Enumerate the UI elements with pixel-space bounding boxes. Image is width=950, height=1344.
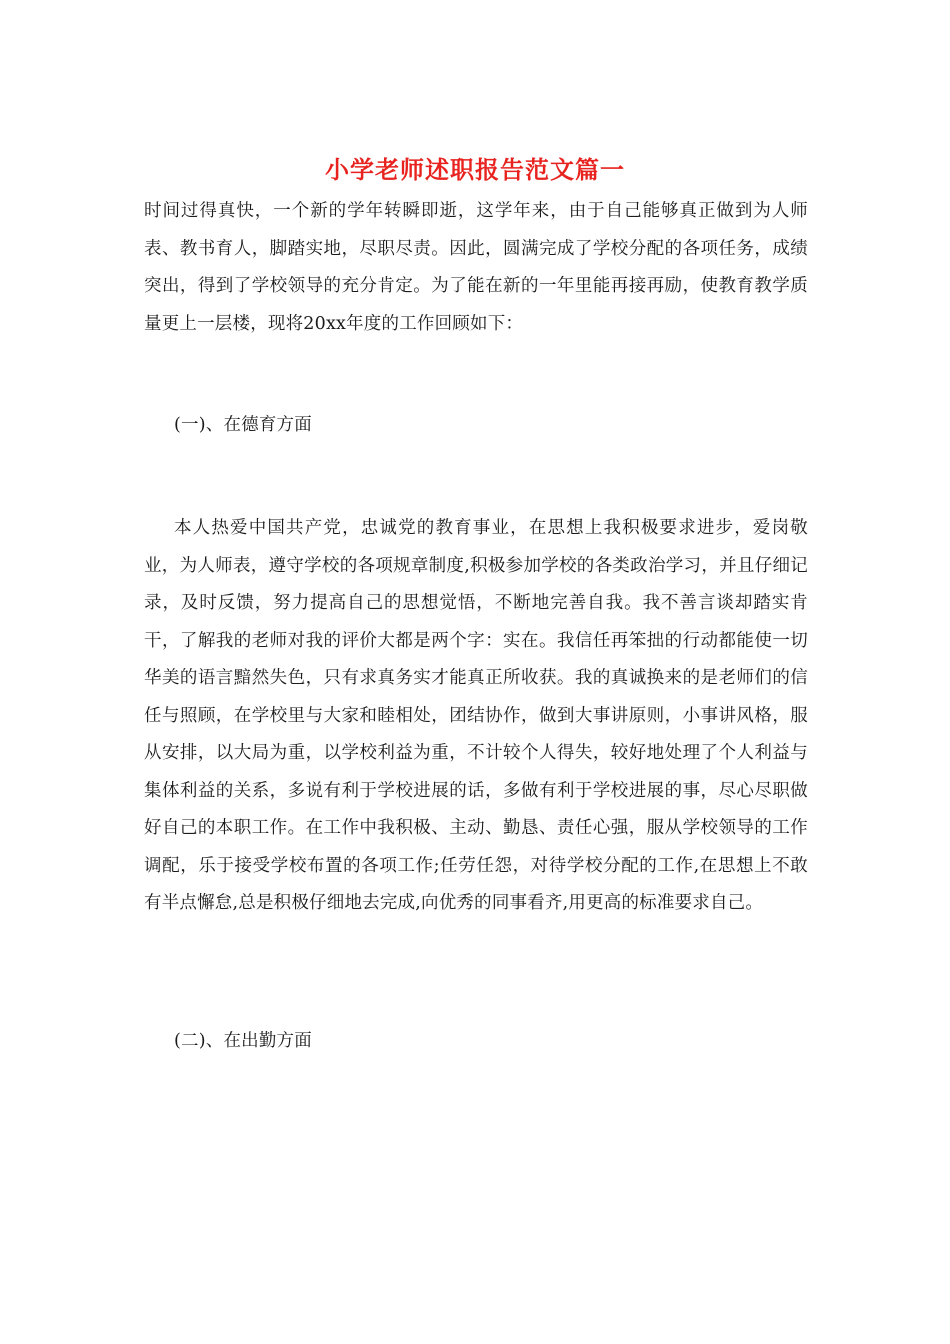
section-heading-moral: (一)、在德育方面 [174,415,312,435]
section-heading-attendance: (二)、在出勤方面 [174,1031,312,1051]
section-body-moral: 本人热爱中国共产党，忠诚党的教育事业，在思想上我积极要求进步，爱岗敬业，为人师表，遵守学校的各项规章制度,积极参加学校的各类政治学习，并且仔细记录，及时反馈，努力提高自己的思想觉悟，不断地完善自我。我不善言谈却踏实肯干，了解我的老师对我的评价大都是两个字：实在。我信任再笨拙的行动都能使一切华美的语言黯然失色，只有求真务实才能真正所收获。我的真诚换来的是老师们的信任与照顾，在学校里与大家和睦相处，团结协作，做到大事讲原则，小事讲风格，服从安排，以大局为重，以学校利益为重，不计较个人得失，较好地处理了个人利益与集体利益的关系，多说有利于学校进展的话，多做有利于学校进展的事，尽心尽职做好自己的本职工作。在工作中我积极、主动、勤恳、责任心强，服从学校领导的工作调配，乐于接受学校布置的各项工作;任劳任怨，对待学校分配的工作,在思想上不敢有半点懈怠,总是积极仔细地去完成,向优秀的同事看齐,用更高的标准要求自己。 [144,518,808,913]
intro-paragraph: 时间过得真快，一个新的学年转瞬即逝，这学年来，由于自己能够真正做到为人师表、教书育人，脚踏实地，尽职尽责。因此，圆满完成了学校分配的各项任务，成绩突出，得到了学校领导的充分肯定。为了能在新的一年里能再接再励，使教育教学质量更上一层楼，现将20xx年度的工作回顾如下： [144,201,808,334]
document-title: 小学老师述职报告范文篇一 [325,155,625,184]
